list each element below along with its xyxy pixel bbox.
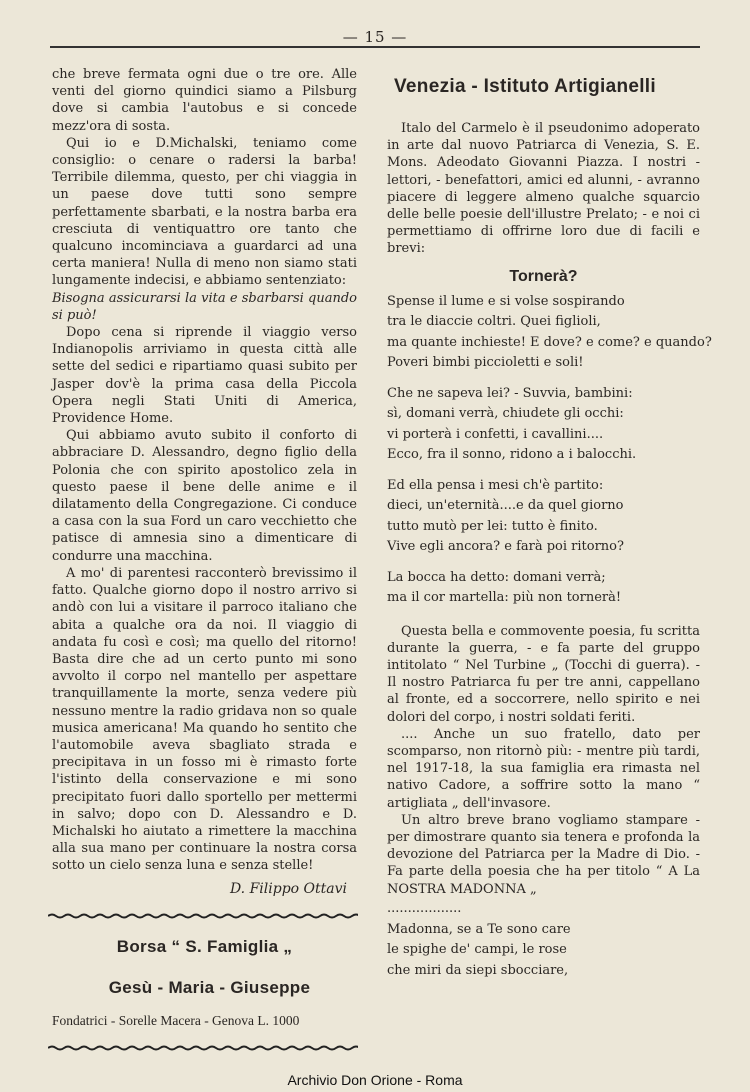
commentary-paragraph: Questa bella e commovente poesia, fu scritta durante la guerra, - e fa parte del gruppo intitolato “ Nel Turbine „ (Tocchi di guerra). - Il nostro Patriarca fu per tre anni, cappellano al fronte, ed a soccorrere, nello spirito e nei dolori del corpo, i nostri soldati feriti. xyxy=(387,623,700,725)
poem-stanza xyxy=(387,476,700,558)
poem-line: tra le diaccie coltri. Quei figlioli, xyxy=(387,314,601,330)
poem-line: Poveri bimbi piccioletti e soli! xyxy=(387,355,584,371)
poem-line: Che ne sapeva lei? - Suvvia, bambini: xyxy=(387,385,633,401)
second-poem xyxy=(387,920,700,982)
poem-line: che miri da siepi sbocciare, xyxy=(387,962,569,978)
poem-line: vi porterà i confetti, i cavallini.... xyxy=(387,426,604,442)
poem-line: tutto mutò per lei: tutto è finito. xyxy=(387,518,598,534)
page-number: — 15 — xyxy=(342,28,408,46)
poem-line: sì, domani verrà, chiudete gli occhi: xyxy=(387,406,624,422)
intro-paragraph: Italo del Carmelo è il pseudonimo adoperato in arte dal nuovo Patriarca di Venezia, S. E. Mons. Adeodato Giovanni Piazza. I nostri - lettori, - benefattori, amici ed alunni, - avranno piacere di leggere almeno qualche squarcio delle belle poesie dell'illustre Prelato; - e noi ci permettiamo di offrirne loro due di facili e brevi: xyxy=(387,121,700,257)
poem-stanza xyxy=(387,384,700,466)
poem-line: La bocca ha detto: domani verrà; xyxy=(387,569,606,585)
poem xyxy=(387,292,712,609)
paragraph: A mo' di parentesi racconterò brevissimo il fatto. Qualche giorno dopo il nostro arrivo si andò con lui a visitare il parroco italiano che abita a qualche ora da noi. Il viaggio di andata fu così e così; ma quello del ritorno! Basta dire che ad un certo punto mi sono avvolto il corpo nel mantello per aspettare tranquillamente la morte, senza vedere più nessuno mentre la radio gridava non so quale musica americana! Ma quando ho sentito che l'automobile aveva sbagliato strada e precipitava in un fosso mi è rimasto forte l'istinto della conservazione e mi sono precipitato fuori dallo sportello per mettermi in salvo; dopo con D. Alessandro e D. Michalski ho aiutato a rimettere la macchina alla sua mano per continuare la nostra corsa sotto un cielo senza luna e senza stelle! xyxy=(52,565,357,874)
poem-line: ma il cor martella: più non tornerà! xyxy=(387,590,622,606)
poem-line: ma quante inchieste! E dove? e come? e quando? xyxy=(387,334,712,350)
paragraph: Qui abbiamo avuto subito il conforto di abbraciare D. Alessandro, degno figlio della Polonia che con spirito apostolico zela in questo paese il bene delle anime e il dilatamento della Congregazione. Ci conduce a casa con la sua Ford un caro vecchietto che patisce di amnesia sino a dimenticare di condurre una macchina. xyxy=(52,428,357,564)
poem-line: dieci, un'eternità....e da quel giorno xyxy=(387,498,624,514)
poem-line: Spense il lume e si volse sospirando xyxy=(387,293,625,309)
left-column xyxy=(52,66,357,1053)
ornamental-divider xyxy=(48,1043,358,1053)
poem-stanza xyxy=(387,292,712,374)
header-rule xyxy=(50,46,700,48)
section-title: Venezia - Istituto Artigianelli xyxy=(394,76,656,97)
poem-line: le spighe de' campi, le rose xyxy=(387,942,567,958)
paragraph: Qui io e D.Michalski, teniamo come consiglio: o cenare o radersi la barba! Terribile dilemma, questo, per chi viaggia in un paese dove tutti sono sempre perfettamente sbarbati, e la nostra barba era cresciuta di ventiquattro ore tanto che qualcuno incominciava a guardarci ad una certa maniera! Nulla di meno non siamo stati lungamente indecisi, e abbiamo sentenziato: xyxy=(52,135,357,289)
poem-line: Madonna, se a Te sono care xyxy=(387,921,571,937)
author-signature: D. Filippo Ottavi xyxy=(229,880,347,897)
poem-line: Ed ella pensa i mesi ch'è partito: xyxy=(387,477,604,493)
borsa-founders: Fondatrici - Sorelle Macera - Genova L. 1000 xyxy=(52,1012,300,1028)
right-column xyxy=(387,66,712,991)
paragraph: che breve fermata ogni due o tre ore. Alle venti del giorno quindici siamo a Pilsburg dove si cambia l'autobus e si concede mezz'ora di sosta. xyxy=(52,67,357,134)
borsa-subtitle: Gesù - Maria - Giuseppe xyxy=(108,977,311,997)
ornamental-divider xyxy=(48,911,358,921)
paragraph: Dopo cena si riprende il viaggio verso Indianopolis arriviamo in questa città alle sette del sedici e ripartiamo quasi subito per Jasper dov'è la prima casa della Piccola Opera negli Stati Uniti di America, Providence Home. xyxy=(52,325,357,427)
poem-title: Tornerà? xyxy=(509,267,578,285)
ellipsis-separator: .................. xyxy=(387,900,462,916)
poem-line: Vive egli ancora? e farà poi ritorno? xyxy=(387,539,624,555)
archive-footer: Archivio Don Orione - Roma xyxy=(287,1072,463,1088)
paragraph-italic: Bisogna assicurarsi la vita e sbarbarsi quando si può! xyxy=(52,290,357,323)
poem-stanza xyxy=(387,568,700,609)
poem-line: Ecco, fra il sonno, ridono a i balocchi. xyxy=(387,447,637,463)
commentary-paragraph: Un altro breve brano vogliamo stampare - per dimostrare quanto sia tenera e profonda la devozione del Patriarca per la Madre di Dio. - Fa parte della poesia che ha per titolo “ A La NOSTRA MADONNA „ xyxy=(387,812,700,897)
commentary-paragraph: .... Anche un suo fratello, dato per scomparso, non ritornò più: - mentre più tardi, nel 1917-18, la sua famiglia era rimasta nel nativo Cadore, a soffrire sotto la mano “ artigliata „ dell'invasore. xyxy=(387,726,700,811)
borsa-title: Borsa “ S. Famiglia „ xyxy=(116,936,293,956)
